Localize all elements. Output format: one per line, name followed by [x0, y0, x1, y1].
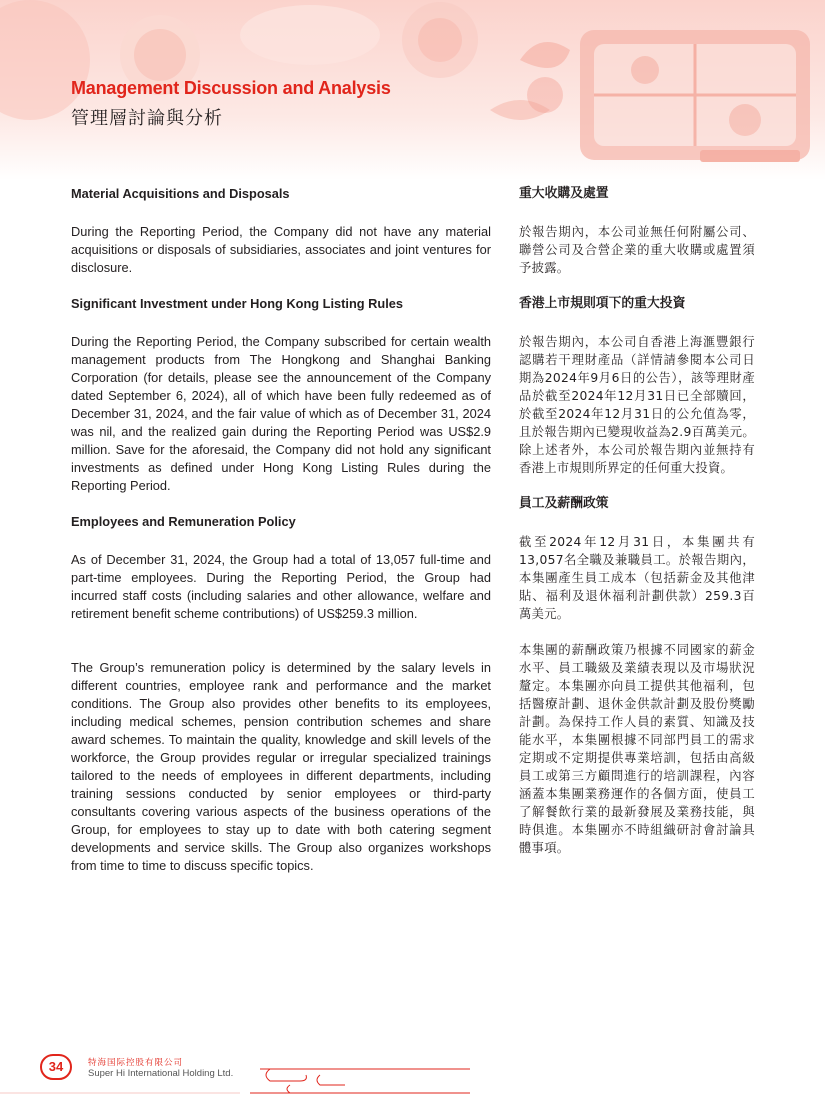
paragraph-remuneration-policy-zh: 本集團的薪酬政策乃根據不同國家的薪金水平、員工職級及業績表現以及市場狀況釐定。本集團亦向員工提供其他福利，包括醫療計劃、退休金供款計劃及股份獎勵計劃。為保持工作人員的素質、知識及技能水平，本集團根據不同部門員工的需求定期或不定期提供專業培訓，包括由高級員工或第三方顧問進行的培訓課程，內容涵蓋本集團業務運作的各個方面，使員工了解餐飲行業的最新發展及業務技能，與時俱進。本集團亦不時組織研討會討論具體事項。 [519, 643, 755, 855]
paragraph-acquisitions-zh: 於報告期內，本公司並無任何附屬公司、聯營公司及合營企業的重大收購或處置須予披露。 [519, 225, 755, 275]
header-banner [0, 0, 825, 180]
section-heading-employees: Employees and Remuneration Policy [71, 514, 296, 529]
section-heading-significant-investment: Significant Investment under Hong Kong Listing Rules [71, 296, 404, 311]
section-heading-employees-zh: 員工及薪酬政策 [519, 496, 609, 511]
paragraph-remuneration-policy: The Group’s remuneration policy is determined by the salary levels in different countries, employee rank and performance and the market conditions. The Group also provides other benefits to its employees, including medical schemes, pension contribution schemes and share award schemes. To maintain the quality, knowledge and skill levels of the workforce, the Group provides regular or irregular specialized trainings tailored to the needs of employees in different departments, including training sessions conducted by senior employees or third-party consultants covering various aspects of the business operations of the Group, for employees to stay up to date with both catering segment developments and service skills. The Group also organizes workshops from time to time to discuss specific topics. [71, 660, 491, 873]
page-title: Management Discussion and Analysis [71, 78, 391, 98]
paragraph-employees-count-zh: 截至2024年12月31日，本集團共有13,057名全職及兼職員工。於報告期內，本集團產生員工成本（包括薪金及其他津貼、福利及退休福利計劃供款）259.3百萬美元。 [519, 535, 755, 621]
english-column [71, 176, 491, 875]
paragraph-employees-count: As of December 31, 2024, the Group had a total of 13,057 full-time and part-time employees. During the Reporting Period, the Group had incurred staff costs (including salaries and other allowance, welfare and retirement benefit scheme contributions) of US$259.3 million. [71, 552, 491, 621]
paragraph-acquisitions: During the Reporting Period, the Company did not have any material acquisitions or disposals of subsidiaries, associates and joint ventures for disclosure. [71, 224, 491, 275]
paragraph-significant-investment: During the Reporting Period, the Company subscribed for certain wealth management products from The Hongkong and Shanghai Banking Corporation (for details, please see the announcement of the Company dated September 6, 2024), all of which have been fully redeemed as of December 31, 2024, and the fair value of which as of December 31, 2024 was nil, and the realized gain during the Reporting Period was US$2.9 million. Save for the aforesaid, the Company did not hold any significant investments as defined under Hong Kong Listing Rules during the Reporting Period. [71, 334, 491, 493]
footer-wave-decoration [0, 1040, 825, 1120]
section-heading-significant-investment-zh: 香港上市規則項下的重大投資 [519, 296, 686, 311]
company-name-english: Super Hi International Holding Ltd. [88, 1068, 234, 1079]
company-name-chinese: 特海国际控股有限公司 [88, 1058, 184, 1068]
section-heading-acquisitions-zh: 重大收購及處置 [519, 186, 609, 201]
chinese-column [519, 176, 755, 857]
paragraph-significant-investment-zh: 於報告期內，本公司自香港上海滙豐銀行認購若干理財產品（詳情請參閱本公司日期為2024年9月6日的公告），該等理財產品於截至2024年12月31日已全部贖回，於截至2024年12月31日的公允值為零，且於報告期內已變現收益為2.9百萬美元。除上述者外，本公司於報告期內並無持有香港上市規則所界定的任何重大投資。 [519, 335, 755, 475]
section-heading-acquisitions: Material Acquisitions and Disposals [71, 186, 290, 201]
page-footer [0, 1040, 825, 1120]
page-title-chinese: 管理層討論與分析 [71, 108, 223, 129]
page-number: 34 [40, 1054, 72, 1080]
